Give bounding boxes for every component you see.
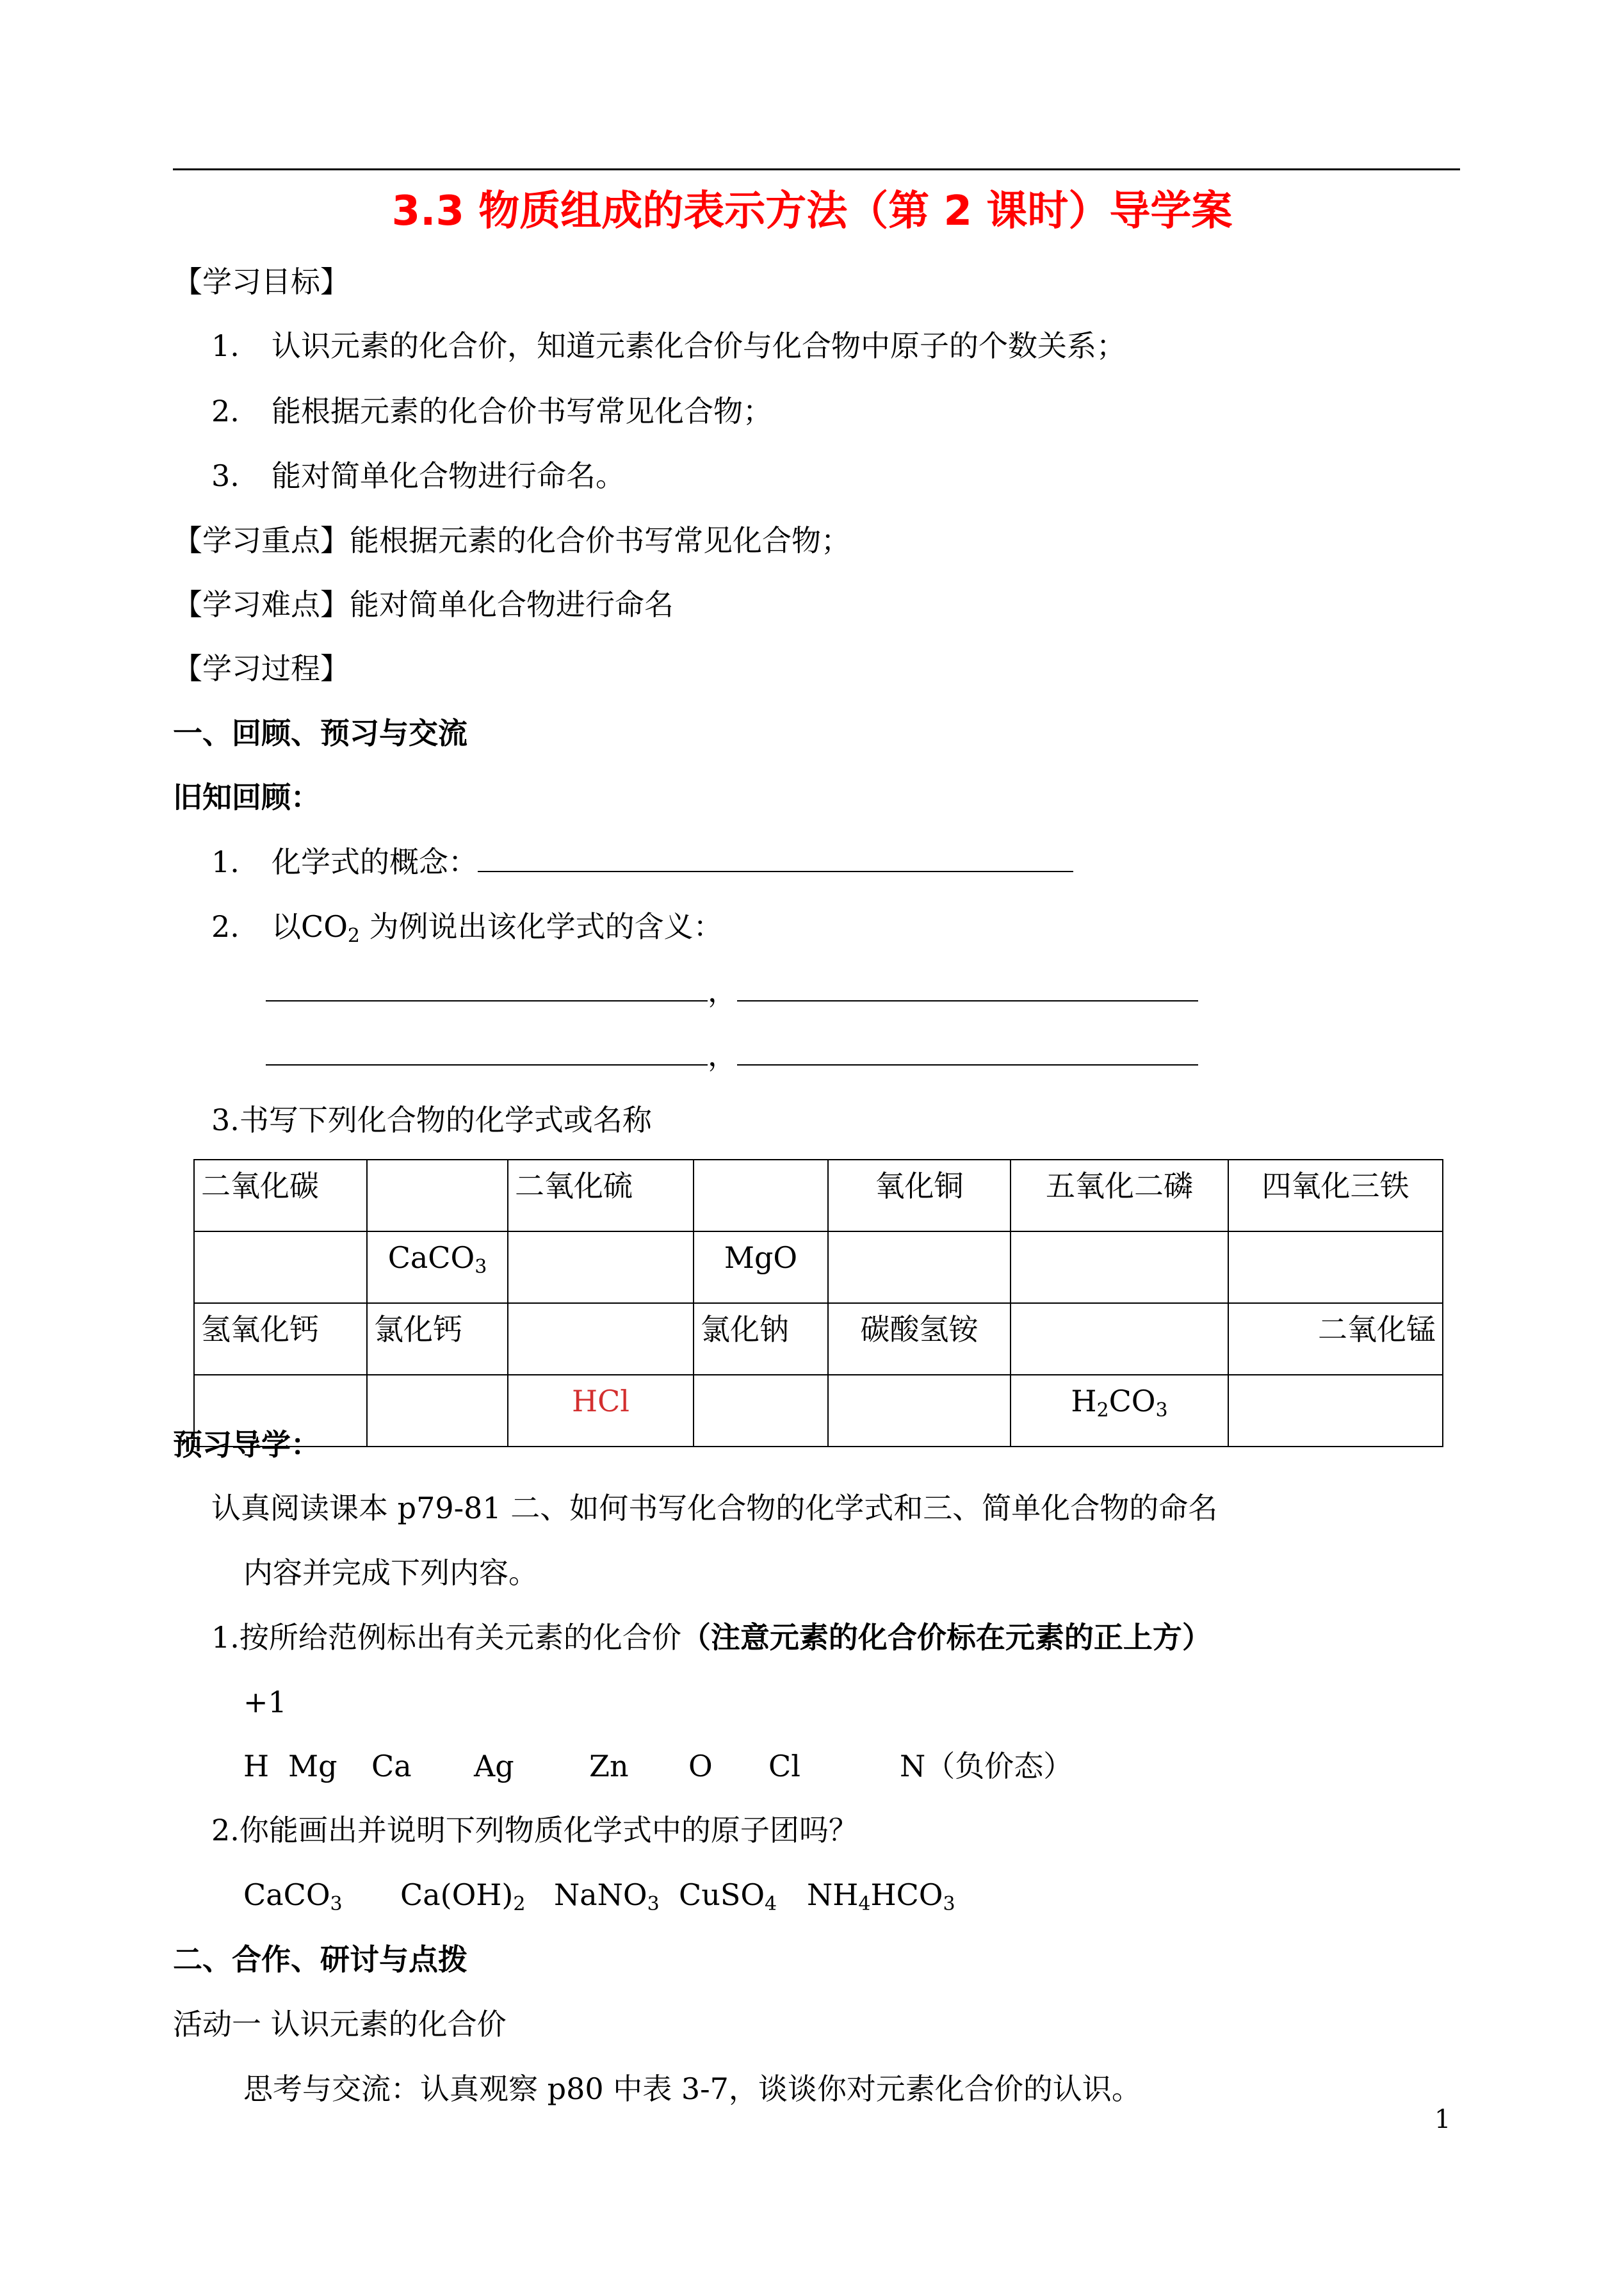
preview-task-2: 2.你能画出并说明下列物质化学式中的原子团吗？: [211, 1813, 858, 1847]
table-cell: 五氧化二磷: [1011, 1160, 1228, 1231]
preview-instruction-2: 内容并完成下列内容。: [243, 1555, 538, 1590]
table-cell: 氯化钙: [367, 1303, 508, 1375]
table-cell[interactable]: [367, 1160, 508, 1231]
table-cell[interactable]: [1011, 1303, 1228, 1375]
radical-formulas: [243, 1876, 955, 1914]
element-symbol: Cl: [768, 1749, 800, 1783]
section1-heading: 一、回顾、预习与交流: [173, 716, 467, 750]
formula: $NH_4HCO_3$: [807, 1877, 955, 1915]
objective-3-text: 能对简单化合物进行命名。: [272, 458, 625, 493]
table-cell[interactable]: [694, 1160, 828, 1231]
objective-2-text: 能根据元素的化合价书写常见化合物；: [272, 394, 772, 428]
table-cell: HCl: [508, 1375, 694, 1447]
element-symbols: [243, 1747, 1073, 1785]
table-row: [194, 1160, 1443, 1231]
table-cell: 氯化钠: [694, 1303, 828, 1375]
element-symbol: Ca: [371, 1749, 412, 1783]
element-symbol: N（负价态）: [900, 1749, 1073, 1783]
table-cell: 二氧化硫: [508, 1160, 694, 1231]
answer-blank[interactable]: [266, 972, 708, 1002]
example-valence: +1: [243, 1685, 287, 1719]
objective-1-text: 认识元素的化合价，知道元素化合价与化合物中原子的个数关系；: [272, 328, 1126, 363]
formula-sub: 3: [1155, 1399, 1168, 1422]
objective-2: [211, 392, 772, 430]
objective-2-num: 2.: [211, 394, 240, 428]
task1-emphasis: （注意元素的化合价标在元素的正上方）: [681, 1620, 1212, 1655]
think-and-discuss: 思考与交流：认真观察 p80 中表 3-7，谈谈你对元素化合价的认识。: [243, 2072, 1141, 2106]
table-cell[interactable]: [508, 1231, 694, 1303]
table-cell: 氢氧化钙: [194, 1303, 367, 1375]
page-title: 3.3 物质组成的表示方法（第 2 课时）导学案: [391, 188, 1233, 235]
review-q1: [211, 843, 1073, 881]
review-q1-text: 化学式的概念：: [272, 845, 478, 879]
answer-blank[interactable]: [266, 1036, 708, 1066]
formula: $Ca(OH)_2$: [400, 1877, 526, 1915]
process-heading: 【学习过程】: [173, 651, 350, 686]
review-q3: 3.书写下列化合物的化学式或名称: [211, 1103, 652, 1137]
formula-main: H: [1071, 1384, 1097, 1418]
table-cell[interactable]: [1011, 1231, 1228, 1303]
page-number: 1: [1434, 2105, 1451, 2134]
objective-3: [211, 457, 625, 495]
element-symbol: O: [688, 1749, 713, 1783]
table-row: [194, 1231, 1443, 1303]
table-cell: 四氧化三铁: [1228, 1160, 1443, 1231]
table-cell: [1011, 1375, 1228, 1447]
table-row: [194, 1303, 1443, 1375]
formula: CuSO$_4$: [679, 1877, 777, 1915]
review-q2-sub: 2: [347, 925, 361, 947]
table-cell[interactable]: [1228, 1231, 1443, 1303]
table-cell[interactable]: [828, 1231, 1011, 1303]
compound-table: [193, 1159, 1443, 1447]
objectives-heading: 【学习目标】: [173, 264, 350, 299]
element-symbol: Ag: [474, 1749, 514, 1783]
meaning-blanks-row-2: [266, 1036, 1198, 1075]
table-cell: [367, 1231, 508, 1303]
task1-prefix: 1.按所给范例标出有关元素的化合价: [211, 1620, 681, 1655]
answer-blank[interactable]: [737, 972, 1198, 1002]
review-q1-num: 1.: [211, 845, 240, 879]
table-cell: 二氧化锰: [1228, 1303, 1443, 1375]
header-rule: [173, 168, 1460, 170]
activity-1: 活动一 认识元素的化合价: [173, 2007, 507, 2041]
table-cell[interactable]: [367, 1375, 508, 1447]
table-cell: 碳酸氢铵: [828, 1303, 1011, 1375]
meaning-blanks-row-1: [266, 972, 1198, 1010]
preview-task-1: [211, 1618, 1212, 1657]
table-cell: MgO: [694, 1231, 828, 1303]
review-q2: [211, 907, 723, 946]
table-cell[interactable]: [194, 1231, 367, 1303]
element-symbol: Mg: [288, 1749, 337, 1783]
table-cell[interactable]: [828, 1375, 1011, 1447]
review-q2-num: 2.: [211, 909, 240, 944]
table-cell: 二氧化碳: [194, 1160, 367, 1231]
review-q2-prefix: 以CO: [272, 909, 348, 944]
answer-blank[interactable]: [478, 843, 1073, 872]
table-row: [194, 1375, 1443, 1447]
comma: ，: [708, 1038, 737, 1073]
formula: CaCO$_3$: [243, 1877, 343, 1915]
difficulty: 【学习难点】能对简单化合物进行命名: [173, 587, 674, 622]
formula-sub: 3: [475, 1256, 487, 1278]
objective-3-num: 3.: [211, 458, 240, 493]
table-cell[interactable]: [1228, 1375, 1443, 1447]
key-point: 【学习重点】能根据元素的化合价书写常见化合物；: [173, 523, 850, 558]
element-symbol: Zn: [589, 1749, 629, 1783]
formula-sub: 2: [1096, 1399, 1109, 1422]
element-symbol: H: [243, 1749, 270, 1783]
preview-heading: 预习导学：: [173, 1427, 320, 1462]
table-cell: 氧化铜: [828, 1160, 1011, 1231]
formula-main: CO: [1108, 1384, 1156, 1418]
review-heading: 旧知回顾：: [173, 780, 320, 815]
objective-1: [211, 327, 1126, 365]
table-cell[interactable]: [508, 1303, 694, 1375]
preview-instruction-1: 认真阅读课本 p79-81 二、如何书写化合物的化学式和三、简单化合物的命名: [211, 1491, 1218, 1525]
objective-1-num: 1.: [211, 328, 240, 363]
formula: NaNO$_3$: [554, 1877, 660, 1915]
answer-blank[interactable]: [737, 1036, 1198, 1066]
comma: ，: [708, 974, 737, 1009]
review-q2-suffix: 为例说出该化学式的含义：: [360, 909, 723, 944]
formula-main: CaCO: [387, 1240, 475, 1275]
section2-heading: 二、合作、研讨与点拨: [173, 1942, 467, 1977]
table-cell[interactable]: [694, 1375, 828, 1447]
